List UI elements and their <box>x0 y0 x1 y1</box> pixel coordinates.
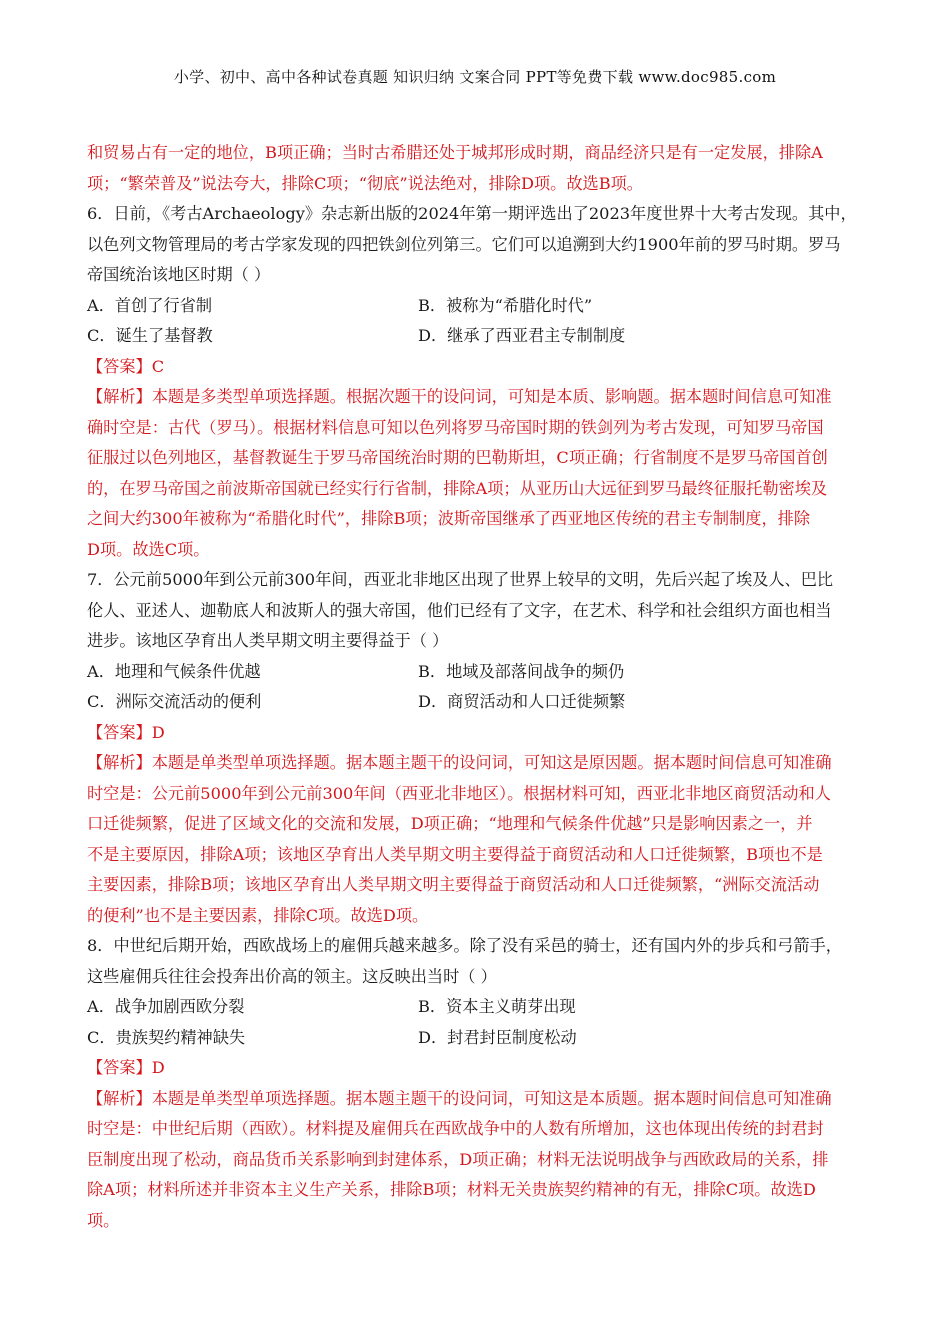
question-stem-line: 伦人、亚述人、迦勒底人和波斯人的强大帝国，他们已经有了文字，在艺术、科学和社会组织方面也相当 <box>87 600 832 620</box>
explanation-line: 【解析】本题是单类型单项选择题。据本题主题干的设问词，可知这是本质题。据本题时间信息可知准确 <box>87 1088 832 1108</box>
explanation-line: 的便利”也不是主要因素，排除C项。故选D项。 <box>87 905 429 925</box>
question-stem-line: 7．公元前5000年到公元前300年间，西亚北非地区出现了世界上较早的文明，先后兴起了埃及人、巴比 <box>87 570 834 589</box>
explanation-line: 时空是：公元前5000年到公元前300年间（西亚北非地区）。根据材料可知，西亚北非地区商贸活动和人 <box>87 783 831 803</box>
explanation-line: 【解析】本题是单类型单项选择题。据本题主题干的设问词，可知这是原因题。据本题时间信息可知准确 <box>87 753 832 772</box>
option-d: D．封君封臣制度松动 <box>418 1027 577 1047</box>
option-b: B．资本主义萌芽出现 <box>418 997 576 1016</box>
explanation-line: 征服过以色列地区，基督教诞生于罗马帝国统治时期的巴勒斯坦，C项正确；行省制度不是罗马帝国首创 <box>87 448 828 467</box>
question-stem-line: 进步。该地区孕育出人类早期文明主要得益于（ ） <box>87 631 449 650</box>
explanation-line: 【解析】本题是多类型单项选择题。根据次题干的设问词，可知是本质、影响题。据本题时间信息可知准 <box>87 387 832 406</box>
answer: 【答案】D <box>87 1058 165 1077</box>
document-body <box>87 138 865 1236</box>
explanation-line: 不是主要原因，排除A项；该地区孕育出人类早期文明主要得益于商贸活动和人口迁徙频繁，B项也不是 <box>87 844 823 864</box>
options <box>87 992 865 1053</box>
page-header: 小学、初中、高中各种试卷真题 知识归纳 文案合同 PPT等免费下载 www.doc985.com <box>173 68 777 86</box>
option-a: A．战争加剧西欧分裂 <box>87 997 245 1016</box>
explanation-line: 确时空是：古代（罗马）。根据材料信息可知以色列将罗马帝国时期的铁剑列为考古发现，可知罗马帝国 <box>87 417 824 437</box>
option-b: B．地域及部落间战争的频仍 <box>418 661 625 681</box>
option-c: C．贵族契约精神缺失 <box>87 1027 246 1047</box>
explanation-line: 时空是：中世纪后期（西欧）。材料提及雇佣兵在西欧战争中的人数有所增加，这也体现出传统的封君封 <box>87 1119 824 1138</box>
question-stem-line: 6．日前，《考古Archaeology》杂志新出版的2024年第一期评选出了2023年度世界十大考古发现。其中， <box>87 204 857 223</box>
explanation-line: 之间大约300年被称为“希腊化时代”，排除B项；波斯帝国继承了西亚地区传统的君主专制制度，排除 <box>87 509 811 528</box>
option-c: C．洲际交流活动的便利 <box>87 692 262 711</box>
answer: 【答案】D <box>87 722 165 742</box>
option-a: A．首创了行省制 <box>87 295 213 315</box>
explanation-line: D项。故选C项。 <box>87 539 210 559</box>
question-6 <box>87 199 865 565</box>
option-d: D．商贸活动和人口迁徙频繁 <box>418 692 626 711</box>
explanation-line: 口迁徙频繁，促进了区域文化的交流和发展，D项正确；“地理和气候条件优越”只是影响因素之一，并 <box>87 814 813 833</box>
answer: 【答案】C <box>87 356 165 376</box>
question-stem-line: 以色列文物管理局的考古学家发现的四把铁剑位列第三。它们可以追溯到大约1900年前的罗马时期。罗马 <box>87 234 841 254</box>
option-d: D．继承了西亚君主专制制度 <box>418 326 626 345</box>
option-c: C．诞生了基督教 <box>87 326 213 345</box>
option-a: A．地理和气候条件优越 <box>87 661 261 681</box>
question-stem-line: 这些雇佣兵往往会投奔出价高的领主。这反映出当时（ ） <box>87 966 497 986</box>
question-8 <box>87 931 865 1236</box>
option-b: B．被称为“希腊化时代” <box>418 295 593 315</box>
question-stem-line: 8．中世纪后期开始，西欧战场上的雇佣兵越来越多。除了没有采邑的骑士，还有国内外的步兵和弓箭手， <box>87 936 842 955</box>
options <box>87 291 865 352</box>
options <box>87 657 865 718</box>
explanation-line: 除A项；材料所述并非资本主义生产关系，排除B项；材料无关贵族契约精神的有无，排除C项。故选D <box>87 1180 816 1199</box>
question-stem-line: 帝国统治该地区时期（ ） <box>87 265 271 284</box>
intro-explanation <box>87 138 865 199</box>
explanation-line: 主要因素，排除B项；该地区孕育出人类早期文明主要得益于商贸活动和人口迁徙频繁，“洲际交流活动 <box>87 875 820 894</box>
question-7 <box>87 565 865 931</box>
explanation-line: 项。 <box>87 1210 120 1230</box>
explanation-line: 臣制度出现了松动，商品货币关系影响到封建体系，D项正确；材料无法说明战争与西欧政局的关系，排 <box>87 1149 829 1169</box>
explanation-line: 的，在罗马帝国之前波斯帝国就已经实行行省制，排除A项；从亚历山大远征到罗马最终征服托勒密埃及 <box>87 478 828 498</box>
explanation-line: 项；“繁荣普及”说法夸大，排除C项；“彻底”说法绝对，排除D项。故选B项。 <box>87 173 643 193</box>
explanation-line: 和贸易占有一定的地位，B项正确；当时古希腊还处于城邦形成时期，商品经济只是有一定发展，排除A <box>87 143 823 162</box>
